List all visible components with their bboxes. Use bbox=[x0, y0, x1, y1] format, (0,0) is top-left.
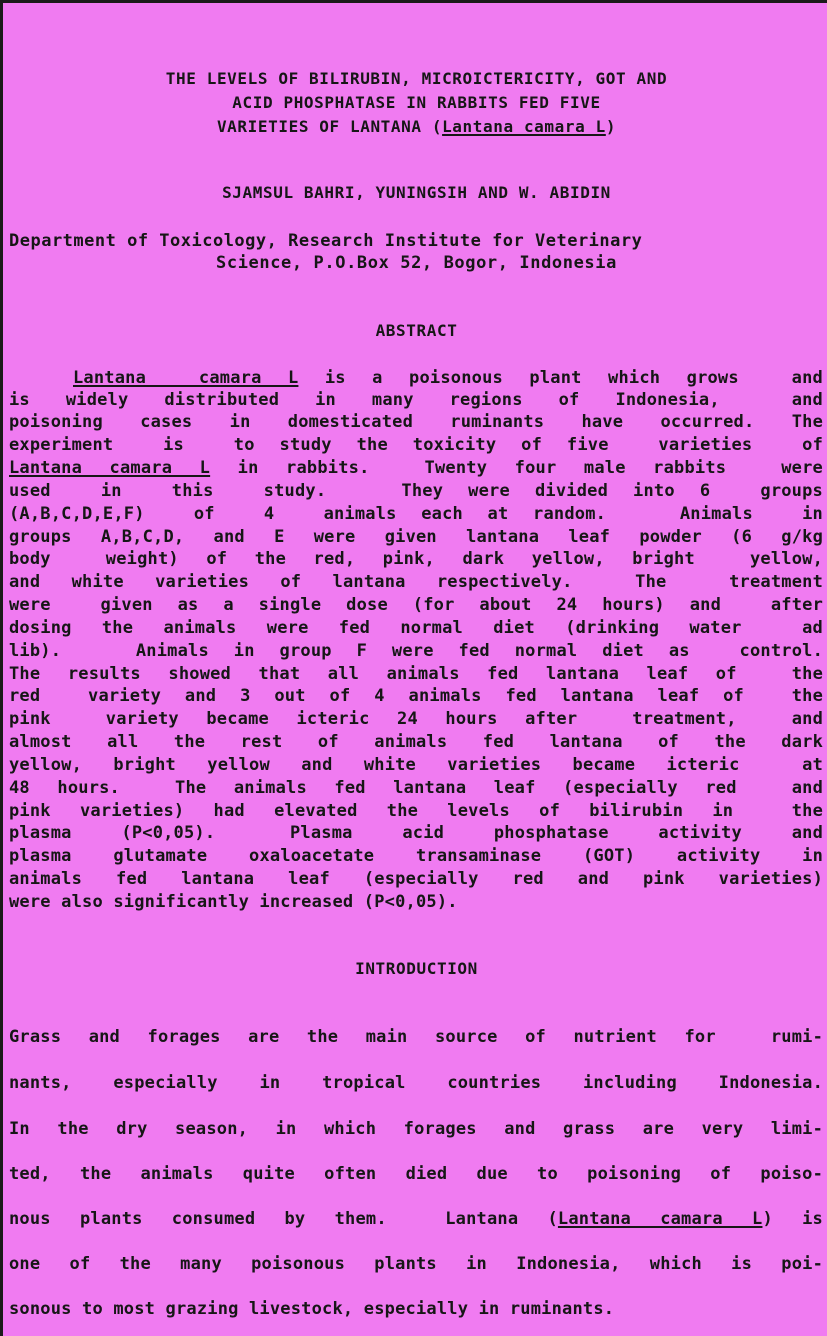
introduction-line: one of the many poisonous plants in Indonesia, which is poi- bbox=[9, 1254, 823, 1274]
abstract-line: dosing the animals were fed normal diet (drinking water ad bbox=[9, 618, 823, 638]
abstract-line: plasma (P<0,05). Plasma acid phosphatase activity and bbox=[9, 823, 823, 843]
abstract-line: lib). Animals in group F were fed normal diet as control. bbox=[9, 641, 823, 661]
abstract-line: were also significantly increased (P<0,05). bbox=[9, 892, 458, 912]
title-line-3-suffix: ) bbox=[605, 117, 617, 136]
introduction-line: nous plants consumed by them. Lantana (Lantana camara L) is bbox=[9, 1209, 823, 1229]
abstract-line: Lantana camara L is a poisonous plant which grows and bbox=[73, 368, 823, 388]
title-line-2: ACID PHOSPHATASE IN RABBITS FED FIVE bbox=[232, 93, 601, 112]
title-line-3-prefix: VARIETIES OF LANTANA ( bbox=[216, 117, 443, 136]
abstract-line: experiment is to study the toxicity of five varieties of bbox=[9, 435, 823, 455]
affiliation-line-1: Department of Toxicology, Research Institute for Veterinary bbox=[9, 231, 643, 251]
abstract-line: groups A,B,C,D, and E were given lantana leaf powder (6 g/kg bbox=[9, 527, 823, 547]
authors: SJAMSUL BAHRI, YUNINGSIH AND W. ABIDIN bbox=[222, 183, 611, 202]
abstract-line: plasma glutamate oxaloacetate transaminase (GOT) activity in bbox=[9, 846, 823, 866]
abstract-line: almost all the rest of animals fed lantana of the dark bbox=[9, 732, 823, 752]
abstract-line: 48 hours. The animals fed lantana leaf (especially red and bbox=[9, 778, 823, 798]
abstract-line: animals fed lantana leaf (especially red and pink varieties) bbox=[9, 869, 823, 889]
abstract-line: The results showed that all animals fed lantana leaf of the bbox=[9, 664, 823, 684]
introduction-line: nants, especially in tropical countries including Indonesia. bbox=[9, 1073, 823, 1093]
abstract-line: red variety and 3 out of 4 animals fed lantana leaf of the bbox=[9, 686, 823, 706]
affiliation-line-2: Science, P.O.Box 52, Bogor, Indonesia bbox=[216, 253, 617, 273]
introduction-line: sonous to most grazing livestock, especially in ruminants. bbox=[9, 1299, 615, 1319]
title-species-name: Lantana camara L bbox=[442, 117, 606, 136]
introduction-line: ted, the animals quite often died due to poisoning of poiso- bbox=[9, 1164, 823, 1184]
introduction-heading: INTRODUCTION bbox=[355, 959, 478, 978]
title-line-1: THE LEVELS OF BILIRUBIN, MICROICTERICITY, GOT AND bbox=[165, 69, 668, 88]
abstract-line: poisoning cases in domesticated ruminants have occurred. The bbox=[9, 412, 823, 432]
introduction-line: Grass and forages are the main source of nutrient for rumi- bbox=[9, 1027, 823, 1047]
abstract-line: pink varieties) had elevated the levels of bilirubin in the bbox=[9, 801, 823, 821]
abstract-species-name: Lantana camara L bbox=[9, 458, 211, 478]
introduction-species-name: Lantana camara L bbox=[557, 1209, 763, 1229]
introduction-line: In the dry season, in which forages and grass are very limi- bbox=[9, 1119, 823, 1139]
abstract-line: were given as a single dose (for about 24 hours) and after bbox=[9, 595, 823, 615]
abstract-species-name: Lantana camara L bbox=[73, 368, 299, 388]
abstract-line: is widely distributed in many regions of Indonesia, and bbox=[9, 390, 823, 410]
abstract-line: used in this study. They were divided into 6 groups bbox=[9, 481, 823, 501]
abstract-line: Lantana camara L in rabbits. Twenty four male rabbits were bbox=[9, 458, 823, 478]
abstract-line: (A,B,C,D,E,F) of 4 animals each at random. Animals in bbox=[9, 504, 823, 524]
title-line-3 bbox=[3, 117, 827, 136]
abstract-line: yellow, bright yellow and white varieties became icteric at bbox=[9, 755, 823, 775]
abstract-line: and white varieties of lantana respectively. The treatment bbox=[9, 572, 823, 592]
abstract-line: pink variety became icteric 24 hours after treatment, and bbox=[9, 709, 823, 729]
abstract-heading: ABSTRACT bbox=[375, 321, 458, 340]
abstract-line: body weight) of the red, pink, dark yellow, bright yellow, bbox=[9, 549, 823, 569]
